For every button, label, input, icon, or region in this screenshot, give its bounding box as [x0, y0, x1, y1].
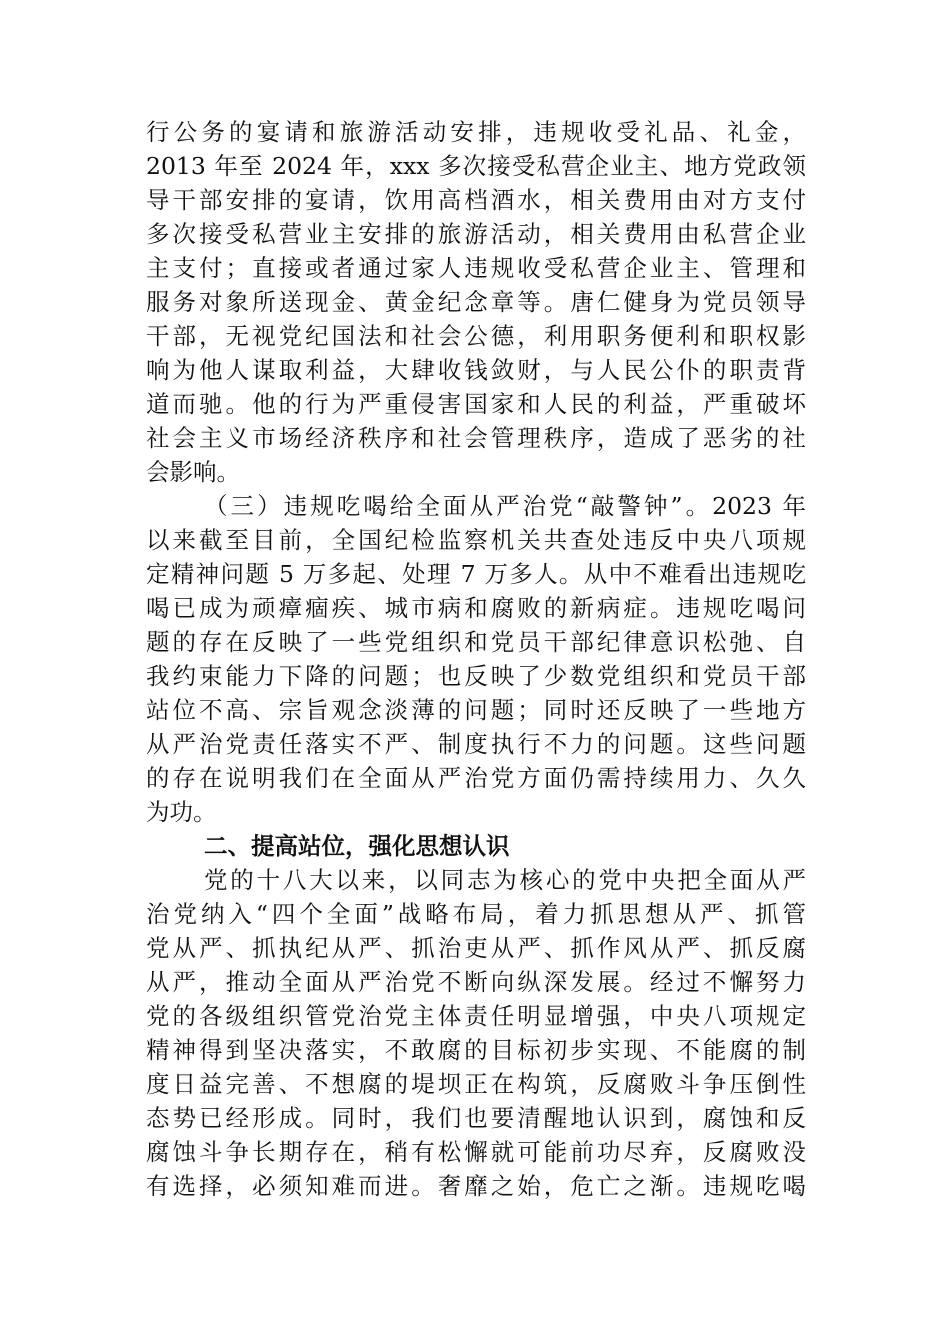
text-line: 的存在说明我们在全面从严治党方面仍需持续用力、久久	[146, 764, 806, 792]
text-line: 服务对象所送现金、黄金纪念章等。唐仁健身为党员领导	[146, 288, 806, 316]
text-line: 精神得到坚决落实，不敢腐的目标初步实现、不能腐的制	[146, 1036, 806, 1064]
text-line: 干部，无视党纪国法和社会公德，利用职务便利和职权影	[146, 322, 806, 350]
text-line: 定精神问题 5 万多起、处理 7 万多人。从中不难看出违规吃	[146, 560, 806, 588]
paragraph-lead: 党的十八大以来，以同志为核心的党中央把全面从严	[204, 866, 806, 894]
text-line: 治党纳入“四个全面”战略布局，着力抓思想从严、抓管	[146, 900, 806, 928]
text-line: 有选择，必须知难而进。奢靡之始，危亡之渐。违规吃喝	[146, 1172, 806, 1200]
text-line: 党的各级组织管党治党主体责任明显增强，中央八项规定	[146, 1002, 806, 1030]
text-line: 我约束能力下降的问题；也反映了少数党组织和党员干部	[146, 662, 806, 690]
text-line: 党从严、抓执纪从严、抓治吏从严、抓作风从严、抓反腐	[146, 934, 806, 962]
text-line: 社会主义市场经济秩序和社会管理秩序，造成了恶劣的社	[146, 424, 806, 452]
text-line: 主支付；直接或者通过家人违规收受私营企业主、管理和	[146, 254, 806, 282]
text-line: 题的存在反映了一些党组织和党员干部纪律意识松弛、自	[146, 628, 806, 656]
text-line: 道而驰。他的行为严重侵害国家和人民的利益，严重破坏	[146, 390, 806, 418]
document-body	[146, 115, 806, 1203]
text-line: 2013 年至 2024 年，xxx 多次接受私营企业主、地方党政领	[146, 152, 806, 180]
text-line: 度日益完善、不想腐的堤坝正在构筑，反腐败斗争压倒性	[146, 1070, 806, 1098]
section-heading: 二、提高站位，强化思想认识	[204, 832, 510, 860]
text-line: 行公务的宴请和旅游活动安排，违规收受礼品、礼金，	[146, 118, 806, 146]
text-line: 响为他人谋取利益，大肆收钱敛财，与人民公仆的职责背	[146, 356, 806, 384]
text-line: 腐蚀斗争长期存在，稍有松懈就可能前功尽弃，反腐败没	[146, 1138, 806, 1166]
text-line: 态势已经形成。同时，我们也要清醒地认识到，腐蚀和反	[146, 1104, 806, 1132]
text-line: 导干部安排的宴请，饮用高档酒水，相关费用由对方支付	[146, 186, 806, 214]
text-line: 以来截至目前，全国纪检监察机关共查处违反中央八项规	[146, 526, 806, 554]
text-line: 从严治党责任落实不严、制度执行不力的问题。这些问题	[146, 730, 806, 758]
text-line: 喝已成为顽瘴痼疾、城市病和腐败的新病症。违规吃喝问	[146, 594, 806, 622]
text-line: 从严，推动全面从严治党不断向纵深发展。经过不懈努力	[146, 968, 806, 996]
section-three-lead: （三）违规吃喝给全面从严治党“敲警钟”。2023 年	[204, 492, 806, 520]
text-line: 会影响。	[146, 458, 240, 486]
text-line: 为功。	[146, 798, 217, 826]
text-line: 多次接受私营业主安排的旅游活动，相关费用由私营企业	[146, 220, 806, 248]
text-line: 站位不高、宗旨观念淡薄的问题；同时还反映了一些地方	[146, 696, 806, 724]
